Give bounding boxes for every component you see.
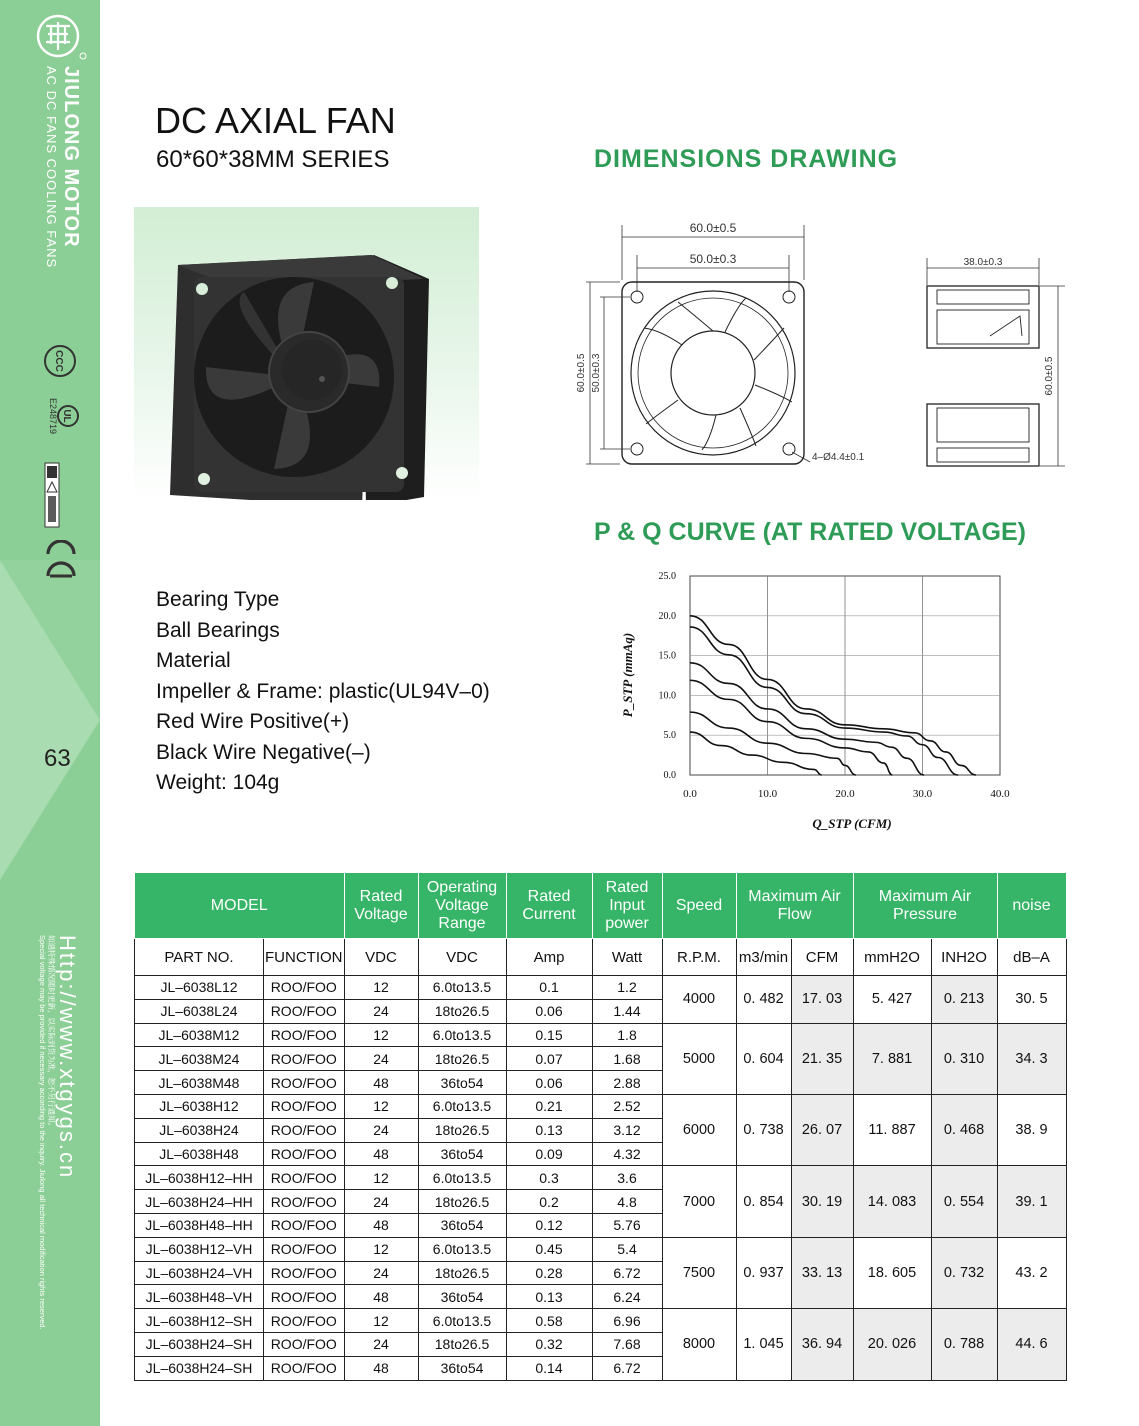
cell-amp: 0.2 [506, 1190, 592, 1214]
cell-inh2o: 0. 732 [931, 1237, 997, 1308]
spec-bearing-label: Bearing Type [156, 588, 280, 611]
pq-chart [600, 560, 1030, 840]
header-max-pressure: Maximum Air Pressure [853, 873, 997, 939]
cell-amp: 0.45 [506, 1237, 592, 1261]
cell-watt: 1.68 [592, 1047, 662, 1071]
cell-dba: 39. 1 [997, 1166, 1066, 1237]
page-subtitle: 60*60*38MM SERIES [156, 146, 390, 173]
cell-watt: 6.72 [592, 1261, 662, 1285]
cell-voltage-range: 36to54 [418, 1142, 506, 1166]
cell-amp: 0.28 [506, 1261, 592, 1285]
brand-block [38, 66, 98, 326]
cell-part-no: JL‒6038H24‒SH [135, 1332, 264, 1356]
dim-side-height: 60.0±0.5 [1044, 356, 1055, 396]
cell-voltage-range: 36to54 [418, 1356, 506, 1380]
table-row [135, 1094, 1067, 1118]
spec-weight: Weight: 104g [156, 771, 280, 794]
cell-part-no: JL‒6038H48‒HH [135, 1213, 264, 1237]
header-max-airflow: Maximum Air Flow [736, 873, 853, 939]
cell-voltage-range: 18to26.5 [418, 999, 506, 1023]
cell-vdc: 24 [344, 1332, 418, 1356]
cell-amp: 0.13 [506, 1118, 592, 1142]
spec-list [156, 585, 490, 799]
cell-cfm: 30. 19 [791, 1166, 853, 1237]
subheader-rpm: R.P.M. [662, 939, 736, 976]
pq-x-tick-label: 30.0 [912, 788, 933, 800]
pq-x-tick-label: 10.0 [757, 788, 778, 800]
cell-vdc: 24 [344, 1047, 418, 1071]
table-row [135, 1237, 1067, 1261]
subheader-watt: Watt [592, 939, 662, 976]
cell-part-no: JL‒6038M12 [135, 1023, 264, 1047]
cell-part-no: JL‒6038L24 [135, 999, 264, 1023]
cell-amp: 0.15 [506, 1023, 592, 1047]
cell-watt: 7.68 [592, 1332, 662, 1356]
cell-inh2o: 0. 213 [931, 976, 997, 1024]
cell-function: ROO/FOO [264, 1118, 345, 1142]
dim-depth: 38.0±0.3 [963, 257, 1003, 268]
cell-mmh2o: 18. 605 [853, 1237, 931, 1308]
subheader-m3min: m3/min [736, 939, 791, 976]
cell-voltage-range: 6.0to13.5 [418, 1237, 506, 1261]
pq-x-tick-label: 40.0 [990, 788, 1010, 800]
ul-cert-code: E248719 [48, 398, 58, 435]
fan-illustration [134, 207, 479, 500]
cell-m3min: 0. 854 [736, 1166, 791, 1237]
cell-mmh2o: 5. 427 [853, 976, 931, 1024]
cell-vdc: 12 [344, 1166, 418, 1190]
cell-amp: 0.09 [506, 1142, 592, 1166]
pq-y-tick-label: 20.0 [658, 610, 676, 622]
cell-vdc: 12 [344, 976, 418, 1000]
cell-watt: 1.2 [592, 976, 662, 1000]
ccc-cert-icon [42, 343, 78, 379]
cell-amp: 0.06 [506, 999, 592, 1023]
cell-part-no: JL‒6038H24‒SH [135, 1356, 264, 1380]
spec-material-value: Impeller & Frame: plastic(UL94V‒0) [156, 679, 490, 703]
cell-vdc: 24 [344, 1261, 418, 1285]
dimensions-drawing [570, 210, 1070, 480]
cell-vdc: 48 [344, 1142, 418, 1166]
table-body [135, 976, 1067, 1381]
subheader-mmh2o: mmH2O [853, 939, 931, 976]
cell-vdc: 12 [344, 1094, 418, 1118]
cell-function: ROO/FOO [264, 1309, 345, 1333]
brand-sidebar [0, 0, 100, 1426]
cell-inh2o: 0. 468 [931, 1094, 997, 1165]
cell-voltage-range: 6.0to13.5 [418, 976, 506, 1000]
spec-red-wire: Red Wire Positive(+) [156, 710, 350, 733]
table-row [135, 976, 1067, 1000]
header-model: MODEL [135, 873, 345, 939]
cell-cfm: 17. 03 [791, 976, 853, 1024]
cell-function: ROO/FOO [264, 1166, 345, 1190]
cell-function: ROO/FOO [264, 1213, 345, 1237]
cell-function: ROO/FOO [264, 976, 345, 1000]
cell-dba: 34. 3 [997, 1023, 1066, 1094]
cell-mmh2o: 20. 026 [853, 1309, 931, 1380]
cell-watt: 3.12 [592, 1118, 662, 1142]
cell-function: ROO/FOO [264, 1142, 345, 1166]
header-rated-current: Rated Current [506, 873, 592, 939]
cell-amp: 0.21 [506, 1094, 592, 1118]
cell-vdc: 12 [344, 1309, 418, 1333]
cell-inh2o: 0. 310 [931, 1023, 997, 1094]
dim-hole-pitch: 50.0±0.3 [689, 252, 737, 266]
cell-inh2o: 0. 788 [931, 1309, 997, 1380]
table-row [135, 1166, 1067, 1190]
cell-voltage-range: 18to26.5 [418, 1118, 506, 1142]
dim-hole-pitch-v: 50.0±0.3 [591, 353, 602, 393]
cell-function: ROO/FOO [264, 1071, 345, 1095]
cell-voltage-range: 36to54 [418, 1213, 506, 1237]
brand-name: JIULONG MOTOR [60, 66, 82, 248]
subheader-vdc-range: VDC [418, 939, 506, 976]
cell-vdc: 24 [344, 1118, 418, 1142]
cell-part-no: JL‒6038H24 [135, 1118, 264, 1142]
cell-voltage-range: 36to54 [418, 1071, 506, 1095]
fan-photo [134, 207, 479, 500]
cell-function: ROO/FOO [264, 1285, 345, 1309]
cell-part-no: JL‒6038H48 [135, 1142, 264, 1166]
website-url[interactable]: Http://www.xtgygs.cn [55, 935, 80, 1180]
disclaimer-cn: 如遇特殊情况随时更新，以实际到货为准，恕不另行通知。 [47, 935, 56, 1130]
cell-watt: 5.4 [592, 1237, 662, 1261]
cell-function: ROO/FOO [264, 1237, 345, 1261]
cell-function: ROO/FOO [264, 1332, 345, 1356]
table-row [135, 1023, 1067, 1047]
cell-rpm: 4000 [662, 976, 736, 1024]
cell-function: ROO/FOO [264, 1356, 345, 1380]
cell-amp: 0.13 [506, 1285, 592, 1309]
cell-vdc: 12 [344, 1023, 418, 1047]
cell-amp: 0.32 [506, 1332, 592, 1356]
cell-rpm: 8000 [662, 1309, 736, 1380]
cell-part-no: JL‒6038H12‒VH [135, 1237, 264, 1261]
cell-m3min: 0. 937 [736, 1237, 791, 1308]
cell-watt: 6.96 [592, 1309, 662, 1333]
cell-voltage-range: 36to54 [418, 1285, 506, 1309]
header-operating-range: Operating Voltage Range [418, 873, 506, 939]
cell-vdc: 48 [344, 1285, 418, 1309]
cell-watt: 2.88 [592, 1071, 662, 1095]
svg-text:CCC: CCC [53, 350, 64, 372]
subheader-inh2o: INH2O [931, 939, 997, 976]
disclaimer [38, 935, 56, 1345]
cell-dba: 30. 5 [997, 976, 1066, 1024]
cell-watt: 4.8 [592, 1190, 662, 1214]
subheader-dba: dB‒A [997, 939, 1066, 976]
cell-amp: 0.1 [506, 976, 592, 1000]
warning-label-icon [44, 462, 60, 528]
header-speed: Speed [662, 873, 736, 939]
cell-vdc: 24 [344, 999, 418, 1023]
pq-x-tick-label: 20.0 [835, 788, 855, 800]
cell-watt: 4.32 [592, 1142, 662, 1166]
cell-watt: 1.8 [592, 1023, 662, 1047]
cell-voltage-range: 18to26.5 [418, 1190, 506, 1214]
pq-x-tick-label: 0.0 [683, 788, 697, 800]
svg-text:UL: UL [61, 409, 72, 423]
cell-part-no: JL‒6038H12‒SH [135, 1309, 264, 1333]
cell-cfm: 26. 07 [791, 1094, 853, 1165]
cell-watt: 6.24 [592, 1285, 662, 1309]
cell-function: ROO/FOO [264, 999, 345, 1023]
cell-inh2o: 0. 554 [931, 1166, 997, 1237]
cell-cfm: 21. 35 [791, 1023, 853, 1094]
subheader-part-no: PART NO. [135, 939, 264, 976]
header-rated-voltage: Rated Voltage [344, 873, 418, 939]
disclaimer-en: Special voltage may be provided if necessary according to the inquiry. Jiulong all technical modification rights reserved. [38, 935, 47, 1330]
table-row [135, 1309, 1067, 1333]
pq-series-line [690, 627, 958, 775]
cell-dba: 43. 2 [997, 1237, 1066, 1308]
cell-rpm: 7500 [662, 1237, 736, 1308]
page-title: DC AXIAL FAN [155, 100, 396, 141]
cell-function: ROO/FOO [264, 1190, 345, 1214]
cell-amp: 0.58 [506, 1309, 592, 1333]
cell-part-no: JL‒6038L12 [135, 976, 264, 1000]
cell-amp: 0.3 [506, 1166, 592, 1190]
cell-voltage-range: 6.0to13.5 [418, 1023, 506, 1047]
pq-series-line [690, 663, 924, 775]
pq-y-tick-label: 10.0 [658, 690, 676, 702]
spec-table [134, 872, 1067, 1381]
cell-voltage-range: 6.0to13.5 [418, 1094, 506, 1118]
subheader-function: FUNCTION [264, 939, 345, 976]
pq-y-tick-label: 15.0 [658, 650, 676, 662]
cell-amp: 0.12 [506, 1213, 592, 1237]
subheader-cfm: CFM [791, 939, 853, 976]
page-number: 63 [44, 745, 71, 772]
cell-vdc: 48 [344, 1213, 418, 1237]
ce-mark-icon [42, 540, 78, 588]
spec-black-wire: Black Wire Negative(‒) [156, 740, 371, 764]
spec-bearing-value: Ball Bearings [156, 618, 280, 642]
cell-part-no: JL‒6038M24 [135, 1047, 264, 1071]
spec-material-label: Material [156, 649, 231, 672]
cell-part-no: JL‒6038H24‒HH [135, 1190, 264, 1214]
subheader-vdc: VDC [344, 939, 418, 976]
cell-vdc: 48 [344, 1071, 418, 1095]
cell-watt: 3.6 [592, 1166, 662, 1190]
pq-y-tick-label: 5.0 [663, 730, 676, 742]
subheader-amp: Amp [506, 939, 592, 976]
cell-function: ROO/FOO [264, 1023, 345, 1047]
pq-chart-title: P & Q CURVE (AT RATED VOLTAGE) [594, 518, 1026, 546]
dim-outer-width: 60.0±0.5 [689, 221, 737, 235]
cell-watt: 5.76 [592, 1213, 662, 1237]
cell-cfm: 33. 13 [791, 1237, 853, 1308]
cell-watt: 1.44 [592, 999, 662, 1023]
dim-holes: 4‒Ø4.4±0.1 [812, 452, 865, 463]
cell-m3min: 0. 604 [736, 1023, 791, 1094]
cell-function: ROO/FOO [264, 1047, 345, 1071]
cell-rpm: 5000 [662, 1023, 736, 1094]
cell-voltage-range: 18to26.5 [418, 1261, 506, 1285]
cell-part-no: JL‒6038M48 [135, 1071, 264, 1095]
cell-m3min: 0. 738 [736, 1094, 791, 1165]
cell-dba: 44. 6 [997, 1309, 1066, 1380]
cell-mmh2o: 11. 887 [853, 1094, 931, 1165]
cell-voltage-range: 6.0to13.5 [418, 1309, 506, 1333]
header-noise: noise [997, 873, 1066, 939]
brand-tagline: AC DC FANS COOLING FANS [44, 66, 59, 269]
cell-dba: 38. 9 [997, 1094, 1066, 1165]
cell-amp: 0.14 [506, 1356, 592, 1380]
cell-mmh2o: 7. 881 [853, 1023, 931, 1094]
cell-m3min: 0. 482 [736, 976, 791, 1024]
cell-voltage-range: 18to26.5 [418, 1047, 506, 1071]
cell-vdc: 12 [344, 1237, 418, 1261]
cell-rpm: 6000 [662, 1094, 736, 1165]
cell-cfm: 36. 94 [791, 1309, 853, 1380]
cell-vdc: 24 [344, 1190, 418, 1214]
cell-amp: 0.06 [506, 1071, 592, 1095]
pq-y-axis-label: P_STP (mmAq) [620, 632, 635, 718]
pq-x-axis-label: Q_STP (CFM) [812, 816, 892, 831]
cell-part-no: JL‒6038H24‒VH [135, 1261, 264, 1285]
header-rated-power: Rated Input power [592, 873, 662, 939]
pq-y-tick-label: 0.0 [663, 770, 676, 781]
pq-series-line [690, 680, 892, 775]
cell-rpm: 7000 [662, 1166, 736, 1237]
cell-mmh2o: 14. 083 [853, 1166, 931, 1237]
cell-watt: 2.52 [592, 1094, 662, 1118]
dimensions-title: DIMENSIONS DRAWING [594, 145, 899, 173]
cell-voltage-range: 18to26.5 [418, 1332, 506, 1356]
cell-part-no: JL‒6038H12‒HH [135, 1166, 264, 1190]
cell-m3min: 1. 045 [736, 1309, 791, 1380]
dim-outer-height: 60.0±0.5 [576, 353, 587, 393]
cell-function: ROO/FOO [264, 1261, 345, 1285]
cell-function: ROO/FOO [264, 1094, 345, 1118]
cell-vdc: 48 [344, 1356, 418, 1380]
pq-y-tick-label: 25.0 [658, 571, 676, 582]
logo-icon [36, 12, 88, 64]
cell-amp: 0.07 [506, 1047, 592, 1071]
cell-voltage-range: 6.0to13.5 [418, 1166, 506, 1190]
cell-part-no: JL‒6038H48‒VH [135, 1285, 264, 1309]
cell-part-no: JL‒6038H12 [135, 1094, 264, 1118]
cell-watt: 6.72 [592, 1356, 662, 1380]
